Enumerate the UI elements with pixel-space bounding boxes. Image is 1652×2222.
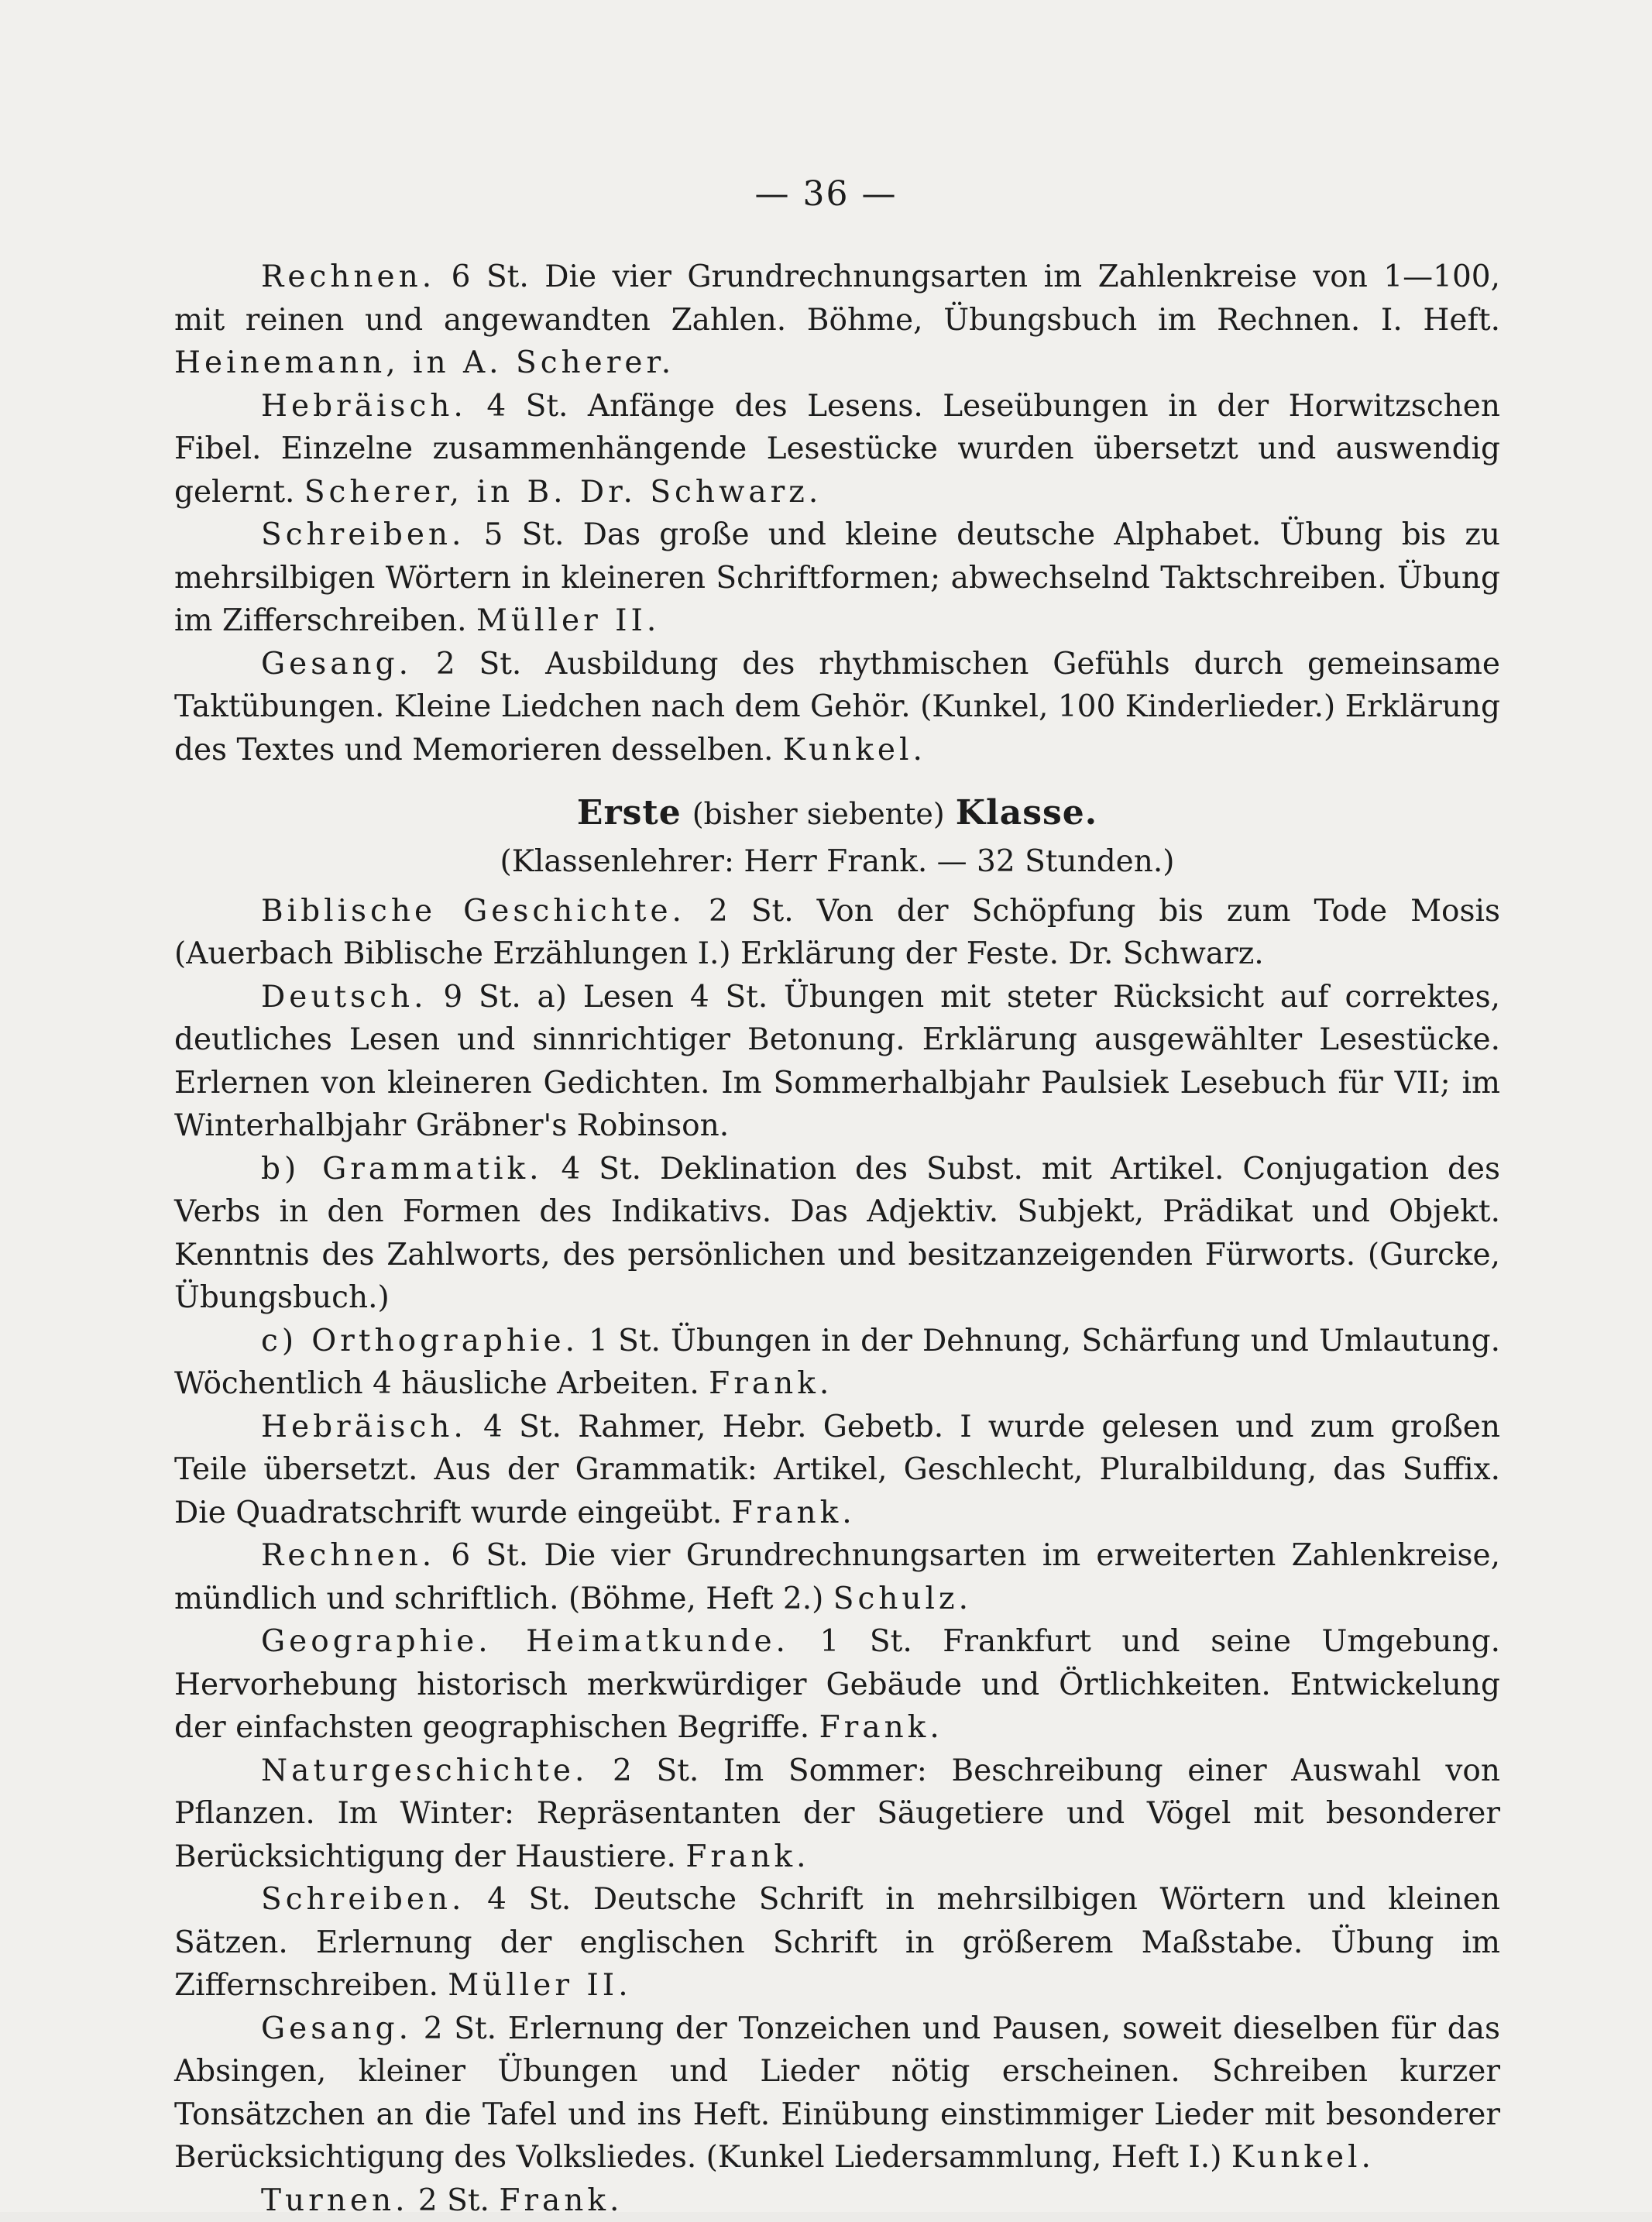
subject-label: Schreiben. (261, 1882, 465, 1917)
subject-label: Hebräisch. (261, 389, 467, 424)
paragraph-naturgeschichte (174, 1750, 1500, 1879)
paragraph-text: 2 St. (418, 2183, 489, 2218)
paragraph-rechnen (174, 256, 1500, 385)
teacher-name: Frank. (732, 1496, 856, 1530)
teacher-name: Frank. (709, 1366, 833, 1401)
teacher-name: Frank. (819, 1710, 943, 1745)
paragraph-schreiben-2 (174, 1878, 1500, 2007)
paragraph-text: 1 St. Übungen in der Dehnung, Schärfung und Umlautung. Wöchentlich 4 häusliche Arbeiten. (174, 1324, 1500, 1402)
subject-label: Geographie. Heimatkunde. (261, 1624, 789, 1659)
paragraph-text: 6 St. Die vier Grundrechnungsarten im erweiterten Zahlenkreise, mündlich und schriftlich. (Böhme, Heft 2.) (174, 1538, 1500, 1616)
teacher-name: Scherer, in B. Dr. Schwarz. (304, 475, 822, 510)
subject-label: Biblische Geschichte. (261, 894, 685, 929)
subject-label: Hebräisch. (261, 1410, 467, 1444)
paragraph-text: 4 St. Deutsche Schrift in mehrsilbigen Wörtern und kleinen Sätzen. Erlernung der englischen Schrift in größerem Maßstabe. Übung im Ziffernschreiben. (174, 1882, 1500, 2003)
paragraph-hebraeisch (174, 385, 1500, 514)
paragraph-rechnen-2 (174, 1534, 1500, 1620)
teacher-name: Müller II. (448, 1968, 631, 2003)
paragraph-text: 2 St. Erlernung der Tonzeichen und Pausen, soweit dieselben für das Absingen, kleiner Übungen und Lieder nötig erscheinen. Schreiben kurzer Tonsätzchen an die Tafel und ins Heft. Einübung einstimmiger Lieder mit besonderer Berücksichtigung des Volksliedes. (Kunkel Liedersammlung, Heft I.) (174, 2011, 1500, 2176)
page-number: — 36 — (0, 174, 1652, 214)
paragraph-hebraeisch-2 (174, 1406, 1500, 1535)
paragraph-text: 2 St. Von der Schöpfung bis zum Tode Mosis (Auerbach Biblische Erzählungen I.) Erklärung der Feste. (174, 894, 1500, 972)
teacher-name: Kunkel. (783, 733, 926, 768)
paragraph-biblische-geschichte (174, 890, 1500, 976)
subject-label: Deutsch. (261, 980, 428, 1015)
paragraph-text: 2 St. Im Sommer: Beschreibung einer Auswahl von Pflanzen. Im Winter: Repräsentanten der Säugetiere und Vögel mit besonderer Berücksichtigung der Haustiere. (174, 1753, 1500, 1874)
paragraph-grammatik (174, 1148, 1500, 1320)
paragraph-text: 5 St. Das große und kleine deutsche Alphabet. Übung bis zu mehrsilbigen Wörtern in kleineren Schriftformen; abwechselnd Taktschreiben. Übung im Zifferschreiben. (174, 517, 1500, 638)
section-subheading: (Klassenlehrer: Herr Frank. — 32 Stunden.) (174, 840, 1500, 884)
subject-label: Schreiben. (261, 517, 465, 552)
subject-label: Gesang. (261, 2011, 412, 2046)
paragraph-deutsch (174, 976, 1500, 1148)
subject-label: b) Grammatik. (261, 1152, 543, 1187)
paragraph-text: 1 St. Frankfurt und seine Umgebung. Hervorhebung historisch merkwürdiger Gebäude und Örtlichkeiten. Entwickelung der einfachsten geographischen Begriffe. (174, 1624, 1500, 1745)
teacher-name: Schulz. (833, 1582, 972, 1616)
paragraph-turnen (174, 2179, 1500, 2222)
subject-label: Rechnen. (261, 1538, 435, 1573)
paragraph-text: 4 St. Deklination des Subst. mit Artikel. Conjugation des Verbs in den Formen des Indikativs. Das Adjektiv. Subjekt, Prädikat und Objekt. Kenntnis des Zahlworts, des persönlichen und besitzanzeigenden Fürworts. (Gurcke, Übungsbuch.) (174, 1152, 1500, 1316)
paragraph-schreiben (174, 513, 1500, 643)
paragraph-text: 4 St. Rahmer, Hebr. Gebetb. I wurde gelesen und zum großen Teile übersetzt. Aus der Grammatik: Artikel, Geschlecht, Pluralbildung, das Suffix. Die Quadratschrift wurde eingeübt. (174, 1410, 1500, 1530)
teacher-name: Müller II. (476, 603, 660, 638)
paragraph-text: 6 St. Die vier Grundrechnungsarten im Zahlenkreise von 1—100, mit reinen und angewandten Zahlen. Böhme, Übungsbuch im Rechnen. I. Heft. (174, 259, 1500, 338)
subject-label: Turnen. (261, 2183, 409, 2218)
subject-label: Gesang. (261, 647, 412, 682)
teacher-name: Kunkel. (1231, 2140, 1375, 2175)
paragraph-text: 4 St. Anfänge des Lesens. Leseübungen in der Horwitzschen Fibel. Einzelne zusammenhängende Lesestücke wurden übersetzt und auswendig gelernt. (174, 389, 1500, 510)
paragraph-gesang-2 (174, 2007, 1500, 2179)
paragraph-orthographie (174, 1320, 1500, 1406)
document-body (174, 256, 1500, 2222)
paragraph-text: 2 St. Ausbildung des rhythmischen Gefühls durch gemeinsame Taktübungen. Kleine Liedchen nach dem Gehör. (Kunkel, 100 Kinderlieder.) Erklärung des Textes und Memorieren desselben. (174, 647, 1500, 768)
heading-main-a: Erste (577, 793, 682, 833)
subject-label: c) Orthographie. (261, 1324, 579, 1358)
teacher-name: Heinemann, in A. Scherer. (174, 345, 675, 380)
paragraph-gesang (174, 643, 1500, 772)
paragraph-text: 9 St. a) Lesen 4 St. Übungen mit steter Rücksicht auf correktes, deutliches Lesen und sinnrichtiger Betonung. Erklärung ausgewählter Lesestücke. Erlernen von kleineren Gedichten. Im Sommerhalbjahr Paulsiek Lesebuch für VII; im Winterhalbjahr Gräbner's Robinson. (174, 980, 1500, 1144)
subject-label: Naturgeschichte. (261, 1753, 588, 1788)
subject-label: Rechnen. (261, 259, 435, 294)
heading-mid: (bisher siebente) (692, 797, 945, 831)
teacher-name: Dr. Schwarz. (1068, 936, 1263, 971)
paragraph-geographie (174, 1620, 1500, 1750)
teacher-name: Frank. (499, 2183, 623, 2218)
teacher-name: Frank. (685, 1839, 809, 1874)
heading-main-b: Klasse. (956, 793, 1097, 833)
section-heading (174, 788, 1500, 839)
